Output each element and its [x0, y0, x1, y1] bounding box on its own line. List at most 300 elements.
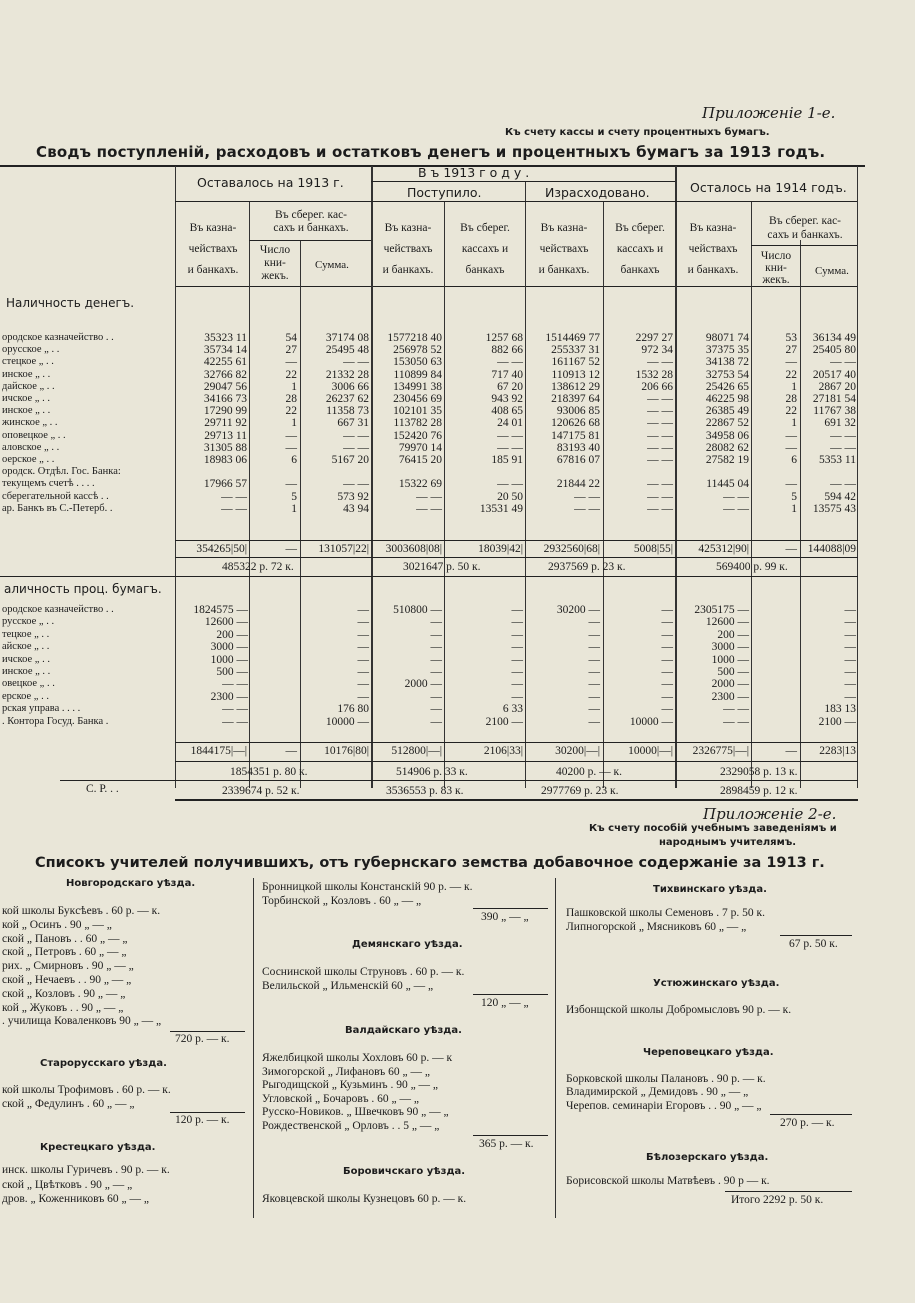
- table-cell: — —: [723, 502, 749, 515]
- district-title-borovichi: Боровичскаго уѣзда.: [343, 1166, 466, 1177]
- table-cell: 25405 80: [812, 344, 856, 357]
- papers-grand-remaining-1913: 1854351 р. 80 к.: [230, 766, 308, 778]
- teacher-list-krestcy: [2, 1163, 170, 1207]
- teacher-entry: Торбинской „ Козловъ . 60 „ — „: [262, 894, 422, 907]
- row-label: ородское казначейство . .: [2, 604, 114, 615]
- total-cell: 10000|—|: [628, 745, 673, 757]
- table-cell: [374, 466, 442, 478]
- table-cell: —: [588, 666, 600, 679]
- grand-total-teachers: Итого 2292 р. 50 к.: [731, 1194, 824, 1206]
- table-cell: 2305175 —: [694, 604, 749, 616]
- total-cell: —: [285, 745, 297, 757]
- total-cell: 144088|09: [807, 543, 856, 555]
- table-cell: 22: [285, 368, 297, 381]
- table-cell: 42255 61: [203, 356, 247, 369]
- table-cell: 1: [791, 417, 797, 430]
- subtotal-rule: [473, 994, 548, 995]
- row-label: инское „ . .: [2, 666, 51, 678]
- table-cell: 11767 38: [813, 405, 856, 418]
- table-cell: 27: [785, 344, 797, 357]
- district-title-valdai: Валдайскаго уѣзда.: [345, 1025, 462, 1036]
- table-cell: — —: [830, 441, 856, 454]
- table-cell: 153050 63: [393, 356, 442, 369]
- table-cell: —: [661, 703, 673, 716]
- row-label: сберегательной кассѣ . .: [2, 490, 109, 502]
- table-cell: 29711 92: [204, 417, 247, 430]
- total-cell: 354265|50|: [196, 543, 247, 555]
- table-cell: 18983 06: [203, 454, 247, 467]
- teacher-list-cherepovets: [566, 1073, 766, 1113]
- table-cell: — —: [497, 356, 523, 369]
- table-cell: 28: [285, 393, 297, 406]
- table-cell: —: [430, 690, 442, 703]
- table-cell: —: [588, 616, 600, 629]
- header-savings-col: [605, 218, 675, 281]
- subtotal-rule: [725, 1191, 852, 1192]
- header-text: Въ казна-: [384, 222, 432, 234]
- table-cell: 972 34: [641, 344, 673, 357]
- teacher-list-bronnitsy: [262, 881, 472, 908]
- table-cell: 20517 40: [812, 368, 856, 381]
- teacher-entry: Рождественской „ Орловъ . . 5 „ — „: [262, 1119, 440, 1132]
- table-cell: —: [844, 616, 856, 629]
- table-cell: 2300 —: [711, 690, 749, 703]
- table-cell: 943 92: [491, 393, 523, 406]
- header-text: и банкахъ.: [538, 264, 590, 276]
- header-rule: [751, 245, 857, 246]
- table-cell: —: [785, 429, 797, 442]
- col-rule: [525, 182, 526, 788]
- sr-remaining-1914: 2898459 р. 12 к.: [720, 785, 798, 797]
- header-books-col: [251, 244, 299, 283]
- teacher-entry: кой школы Букcѣевъ . 60 р. — к.: [2, 905, 161, 917]
- table-cell: 1: [291, 417, 297, 430]
- total-cell: 131057|22|: [318, 543, 369, 555]
- table-cell: 2867 20: [818, 380, 856, 393]
- teacher-entry: . училища Коваленковъ 90 „ — „: [2, 1015, 162, 1028]
- table-cell: —: [285, 429, 297, 442]
- header-sum: Сумма.: [315, 259, 349, 271]
- teacher-entry: ской „ Федулинъ . 60 „ — „: [2, 1097, 135, 1110]
- table-cell: 15322 69: [398, 478, 442, 491]
- table-cell: — —: [723, 715, 749, 728]
- table-cell: [527, 466, 600, 478]
- table-cell: [753, 466, 797, 478]
- table-cell: 27: [285, 344, 297, 357]
- teacher-entry: Угловской „ Бочаровъ . 60 „ — „: [262, 1092, 419, 1105]
- table-cell: 93006 85: [556, 405, 600, 418]
- table-cell: 667 31: [337, 417, 369, 430]
- teacher-entry: дров. „ Коженниковъ 60 „ — „: [2, 1193, 149, 1205]
- teacher-list-ustyuzhna: [566, 1004, 791, 1018]
- teacher-entry: инск. школы Гуричевъ . 90 р. — к.: [2, 1164, 170, 1176]
- section-rule: [60, 780, 858, 781]
- money-col-received-savings: [446, 332, 523, 515]
- total-cell: 10176|80|: [324, 745, 369, 757]
- table-cell: 147175 81: [551, 429, 600, 442]
- total-cell: 2106|33|: [483, 745, 523, 757]
- table-cell: 79970 14: [398, 441, 442, 454]
- table-cell: — —: [343, 478, 369, 491]
- table-cell: —: [844, 678, 856, 691]
- district-title-tikhvin: Тихвинскаго уѣзда.: [653, 884, 767, 895]
- table-cell: 1000 —: [711, 653, 749, 666]
- teacher-entry: Зимогорской „ Лифановъ 60 „ — „: [262, 1065, 430, 1078]
- teacher-list-starorussa: [2, 1084, 171, 1112]
- papers-col-remaining-treasury: [170, 604, 248, 728]
- money-row-labels: [2, 332, 121, 515]
- header-text: Въ сберег. кас-: [274, 209, 347, 221]
- teacher-entry: Борисовской школы Матвѣевъ . 90 р — к.: [566, 1175, 770, 1187]
- table-cell: —: [661, 628, 673, 641]
- header-text: банкахъ: [620, 264, 660, 276]
- table-cell: 11445 04: [706, 478, 749, 491]
- table-cell: 5353 11: [819, 454, 856, 467]
- header-text: и банкахъ.: [187, 264, 239, 276]
- header-year: В ъ 1913 г о д у .: [418, 165, 530, 180]
- table-cell: —: [357, 604, 369, 616]
- table-cell: 25426 65: [705, 380, 749, 393]
- teacher-entry: рих. „ Смирновъ . 90 „ — „: [2, 960, 134, 973]
- appendix-1-subtitle: Къ счету кассы и счету процентныхъ бумагъ.: [505, 127, 770, 138]
- table-cell: —: [588, 715, 600, 728]
- table-cell: —: [844, 653, 856, 666]
- total-tikhvin: 67 р. 50 к.: [789, 938, 838, 950]
- table-cell: 53: [785, 332, 797, 344]
- money-totals-rule: [175, 540, 858, 541]
- table-cell: — —: [574, 502, 600, 515]
- table-cell: —: [661, 616, 673, 629]
- table-cell: —: [285, 478, 297, 491]
- district-title-starorussa: Старорусскаго уѣзда.: [40, 1058, 167, 1069]
- table-cell: 573 92: [337, 490, 369, 503]
- table-cell: 110899 84: [393, 368, 442, 381]
- table-cell: 36134 49: [812, 332, 856, 344]
- table-cell: —: [430, 715, 442, 728]
- total-valdai: 365 р. — к.: [479, 1138, 534, 1150]
- row-label: русское „ . .: [2, 616, 55, 628]
- table-cell: — —: [647, 454, 673, 467]
- table-cell: 32766 82: [203, 368, 247, 381]
- table-cell: —: [511, 653, 523, 666]
- teacher-list-borovichi: [262, 1193, 466, 1207]
- table-cell: —: [511, 678, 523, 691]
- table-cell: 3000 —: [711, 641, 749, 654]
- row-label: орусское „ . .: [2, 344, 60, 356]
- table-cell: 717 40: [491, 368, 523, 381]
- col-rule: [300, 240, 301, 788]
- table-cell: 29713 11: [204, 429, 247, 442]
- table-cell: 113782 28: [393, 417, 442, 430]
- table-cell: 76415 20: [398, 454, 442, 467]
- row-label: инское „ . .: [2, 405, 51, 417]
- table-cell: [179, 466, 247, 478]
- sr-remaining-1913: 2339674 р. 52 к.: [222, 785, 300, 797]
- table-cell: —: [357, 690, 369, 703]
- teacher-entry: ской „ Козловъ . 90 „ — „: [2, 987, 126, 1000]
- table-cell: 17290 99: [203, 405, 247, 418]
- table-cell: 500 —: [216, 666, 248, 679]
- row-label: ерское „ . .: [2, 690, 49, 702]
- subtotal-rule: [170, 1031, 245, 1032]
- table-cell: 43 94: [343, 502, 369, 515]
- teacher-entry: ской „ Пановъ . . 60 „ — „: [2, 932, 128, 945]
- table-cell: —: [661, 666, 673, 679]
- table-cell: 161167 52: [551, 356, 600, 369]
- table-cell: 120626 68: [551, 417, 600, 430]
- table-cell: — —: [416, 502, 442, 515]
- table-cell: 1824575 —: [193, 604, 248, 616]
- table-cell: 26237 62: [325, 393, 369, 406]
- table-cell: 67 20: [497, 380, 523, 393]
- money-grand-remaining-1913: 485322 р. 72 к.: [222, 561, 294, 573]
- table-cell: 30200 —: [556, 604, 600, 616]
- table-cell: 11358 73: [326, 405, 369, 418]
- header-text: Въ казна-: [689, 222, 737, 234]
- row-label: ородское казначейство . .: [2, 332, 114, 343]
- table-cell: —: [357, 666, 369, 679]
- table-cell: — —: [497, 478, 523, 491]
- appendix-2-title: Списокъ учителей получившихъ, отъ губернскаго земства добавочное содержаніе за 1913 г.: [35, 855, 825, 871]
- table-cell: 5167 20: [331, 454, 369, 467]
- table-cell: [677, 466, 749, 478]
- table-cell: —: [588, 678, 600, 691]
- table-cell: 2000 —: [404, 678, 442, 691]
- papers-col-spent-savings: [605, 604, 673, 728]
- table-cell: 1: [291, 502, 297, 515]
- table-cell: — —: [830, 478, 856, 491]
- table-cell: 1257 68: [485, 332, 523, 344]
- header-text: чействахъ: [688, 243, 738, 255]
- table-cell: —: [588, 641, 600, 654]
- table-cell: 34138 72: [705, 356, 749, 369]
- table-cell: 17966 57: [203, 478, 247, 491]
- table-right-rule: [857, 166, 858, 788]
- table-cell: 35323 11: [204, 332, 247, 344]
- teacher-list-valdai: [262, 1052, 452, 1134]
- table-cell: 110913 12: [551, 368, 600, 381]
- header-treasury-col: [180, 218, 246, 281]
- table-cell: 27181 54: [812, 393, 856, 406]
- header-text: кассахъ и: [461, 243, 509, 255]
- table-cell: 22: [785, 368, 797, 381]
- table-cell: 1: [291, 380, 297, 393]
- table-cell: —: [511, 616, 523, 629]
- header-received: Поступило.: [407, 185, 482, 200]
- table-cell: — —: [830, 356, 856, 369]
- teacher-list-tikhvin: [566, 907, 765, 934]
- table-cell: 26385 49: [705, 405, 749, 418]
- table-cell: 12600 —: [204, 616, 248, 629]
- table-cell: [251, 466, 297, 478]
- table-cell: [802, 466, 856, 478]
- appendix-1-title: Сводъ поступленій, расходовъ и остатковъ денегъ и процентныхъ бумагъ за 1913 годъ.: [36, 143, 826, 161]
- table-cell: — —: [497, 429, 523, 442]
- table-cell: —: [357, 641, 369, 654]
- table-cell: — —: [647, 478, 673, 491]
- col-rule: [249, 202, 250, 788]
- teacher-entry: Соснинской школы Струновъ . 60 р. — к.: [262, 966, 465, 978]
- total-cell: —: [785, 745, 797, 757]
- table-cell: [446, 466, 523, 478]
- table-cell: [605, 466, 673, 478]
- teacher-entry: Избонщской школы Добромысловъ 90 р. — к.: [566, 1004, 792, 1016]
- total-cell: —: [785, 543, 797, 555]
- table-cell: —: [430, 703, 442, 716]
- table-cell: —: [661, 690, 673, 703]
- district-title-ustyuzhna: Устюжинскаго уѣзда.: [653, 978, 780, 989]
- table-cell: 31305 88: [203, 441, 247, 454]
- table-cell: —: [511, 604, 523, 616]
- table-cell: 206 66: [641, 380, 673, 393]
- col-rule: [800, 240, 801, 788]
- table-cell: — —: [647, 356, 673, 369]
- table-cell: 1: [791, 380, 797, 393]
- table-cell: 1514469 77: [545, 332, 600, 344]
- sr-received: 3536553 р. 83 к.: [386, 785, 464, 797]
- table-cell: — —: [830, 429, 856, 442]
- money-col-remaining-savings: [302, 332, 369, 515]
- table-cell: 28: [785, 393, 797, 406]
- table-cell: 152420 76: [393, 429, 442, 442]
- header-text: Въ сберег.: [615, 222, 665, 234]
- papers-col-remaining1914-treasury: [677, 604, 749, 728]
- total-cell: 3003608|08|: [385, 543, 442, 555]
- total-cell: 2283|13: [819, 745, 856, 757]
- table-cell: 34166 73: [203, 393, 247, 406]
- table-cell: 691 32: [824, 417, 856, 430]
- papers-col-received-savings: [446, 604, 523, 728]
- row-label: ородск. Отдѣл. Гос. Банка:: [2, 466, 121, 478]
- table-cell: 200 —: [216, 628, 248, 641]
- papers-totals-rule: [175, 761, 858, 762]
- appendix-2-label: Приложеніе 2-е.: [703, 805, 837, 823]
- table-cell: —: [844, 641, 856, 654]
- district-title-belozersk: Бѣлозерскаго уѣзда.: [646, 1152, 769, 1163]
- table-cell: —: [661, 641, 673, 654]
- table-cell: 24 01: [497, 417, 523, 430]
- total-demyansk: 120 „ — „: [481, 997, 529, 1009]
- table-cell: 1: [791, 502, 797, 515]
- table-cell: —: [430, 666, 442, 679]
- total-cell: 1844175|—|: [190, 745, 247, 757]
- table-cell: 34958 06: [705, 429, 749, 442]
- table-cell: 255337 31: [551, 344, 600, 357]
- table-cell: 21844 22: [556, 478, 600, 491]
- table-cell: — —: [723, 703, 749, 716]
- papers-heading: аличность проц. бумагъ.: [4, 582, 162, 596]
- table-cell: — —: [647, 490, 673, 503]
- header-text: кни-: [765, 262, 787, 274]
- district-title-novgorod: Новгородскаго уѣзда.: [66, 878, 196, 889]
- table-cell: 138612 29: [551, 380, 600, 393]
- table-cell: 83193 40: [556, 441, 600, 454]
- table-cell: — —: [343, 356, 369, 369]
- table-cell: 218397 64: [551, 393, 600, 406]
- teacher-entry: кой школы Трофимовъ . 60 р. — к.: [2, 1084, 171, 1096]
- header-text: Въ сберег.: [460, 222, 510, 234]
- header-sum: Сумма.: [815, 265, 849, 277]
- papers-grand-remaining-1914: 2329058 р. 13 к.: [720, 766, 798, 778]
- table-cell: — —: [343, 429, 369, 442]
- table-cell: 6: [791, 454, 797, 467]
- appendix-2-subtitle-2: народнымъ учителямъ.: [659, 837, 797, 848]
- table-cell: 2300 —: [210, 690, 248, 703]
- teacher-entry: кой „ Жуковъ . . 90 „ — „: [2, 1001, 124, 1014]
- header-treasury-col: [677, 218, 749, 281]
- header-text: кни-: [264, 257, 286, 269]
- total-cell: 425312|90|: [698, 543, 749, 555]
- table-cell: 13531 49: [479, 502, 523, 515]
- header-text: и банкахъ.: [687, 264, 739, 276]
- header-text: жекъ.: [261, 270, 289, 282]
- money-col-remaining1914-books: [753, 332, 797, 515]
- teacher-entry: ской „ Нечаевъ . . 90 „ — „: [2, 973, 132, 986]
- table-cell: —: [844, 628, 856, 641]
- papers-col-received-treasury: [374, 604, 442, 728]
- table-cell: 22: [785, 405, 797, 418]
- header-rule: [175, 201, 371, 202]
- total-cell: 30200|—|: [555, 745, 600, 757]
- subtotal-rule: [780, 935, 852, 936]
- table-cell: — —: [647, 502, 673, 515]
- header-remaining-1913: Оставалось на 1913 г.: [197, 175, 344, 190]
- table-cell: 230456 69: [393, 393, 442, 406]
- table-cell: 28082 62: [705, 441, 749, 454]
- header-text: и банкахъ.: [382, 264, 434, 276]
- header-savings-col: [753, 214, 857, 242]
- papers-col-spent-treasury: [527, 604, 600, 728]
- teacher-entry: Бронницкой школы Констанскій 90 р. — к.: [262, 881, 473, 893]
- header-savings-col: [253, 209, 369, 235]
- teacher-entry: ской „ Цвѣтковъ . 90 „ — „: [2, 1178, 133, 1191]
- table-cell: —: [661, 678, 673, 691]
- header-bottom-rule: [175, 286, 858, 287]
- teacher-entry: Владимирской „ Демидовъ . 90 „ — „: [566, 1086, 749, 1099]
- row-label: оерское „ . .: [2, 454, 55, 466]
- table-cell: — —: [647, 417, 673, 430]
- table-cell: — —: [574, 490, 600, 503]
- row-label: ар. Банкъ въ С.-Петерб. .: [2, 502, 113, 514]
- header-rule: [371, 181, 675, 182]
- table-cell: 500 —: [717, 666, 749, 679]
- table-cell: —: [285, 441, 297, 454]
- table-cell: — —: [647, 405, 673, 418]
- header-text: сахъ и банкахъ.: [273, 222, 349, 234]
- row-label: текущемъ счетѣ . . . .: [2, 478, 95, 490]
- table-cell: 67816 07: [556, 454, 600, 467]
- teacher-entry: Велильской „ Ильменскій 60 „ — „: [262, 979, 434, 992]
- teacher-list-demyansk: [262, 966, 464, 993]
- total-starorussa: 120 р. — к.: [175, 1114, 230, 1126]
- table-cell: — —: [647, 441, 673, 454]
- money-col-remaining1914-savings: [802, 332, 856, 515]
- teacher-entry: Борковской школы Палановъ . 90 р. — к.: [566, 1073, 766, 1085]
- papers-totals-rule: [175, 742, 858, 743]
- table-cell: 12600 —: [705, 616, 749, 629]
- table-cell: 46225 98: [705, 393, 749, 406]
- table-cell: 1000 —: [210, 653, 248, 666]
- subtotal-rule: [473, 1135, 548, 1136]
- subtotal-rule: [473, 908, 548, 909]
- table-cell: — —: [222, 715, 248, 728]
- row-label: . Контора Госуд. Банка .: [2, 715, 109, 727]
- money-col-remaining-treasury: [179, 332, 247, 515]
- row-label: тецкое „ . .: [2, 628, 50, 640]
- table-cell: 10000 —: [325, 715, 369, 728]
- header-remaining-1914: Осталось на 1914 годъ.: [690, 180, 847, 195]
- money-heading: Наличность денегъ.: [6, 296, 135, 310]
